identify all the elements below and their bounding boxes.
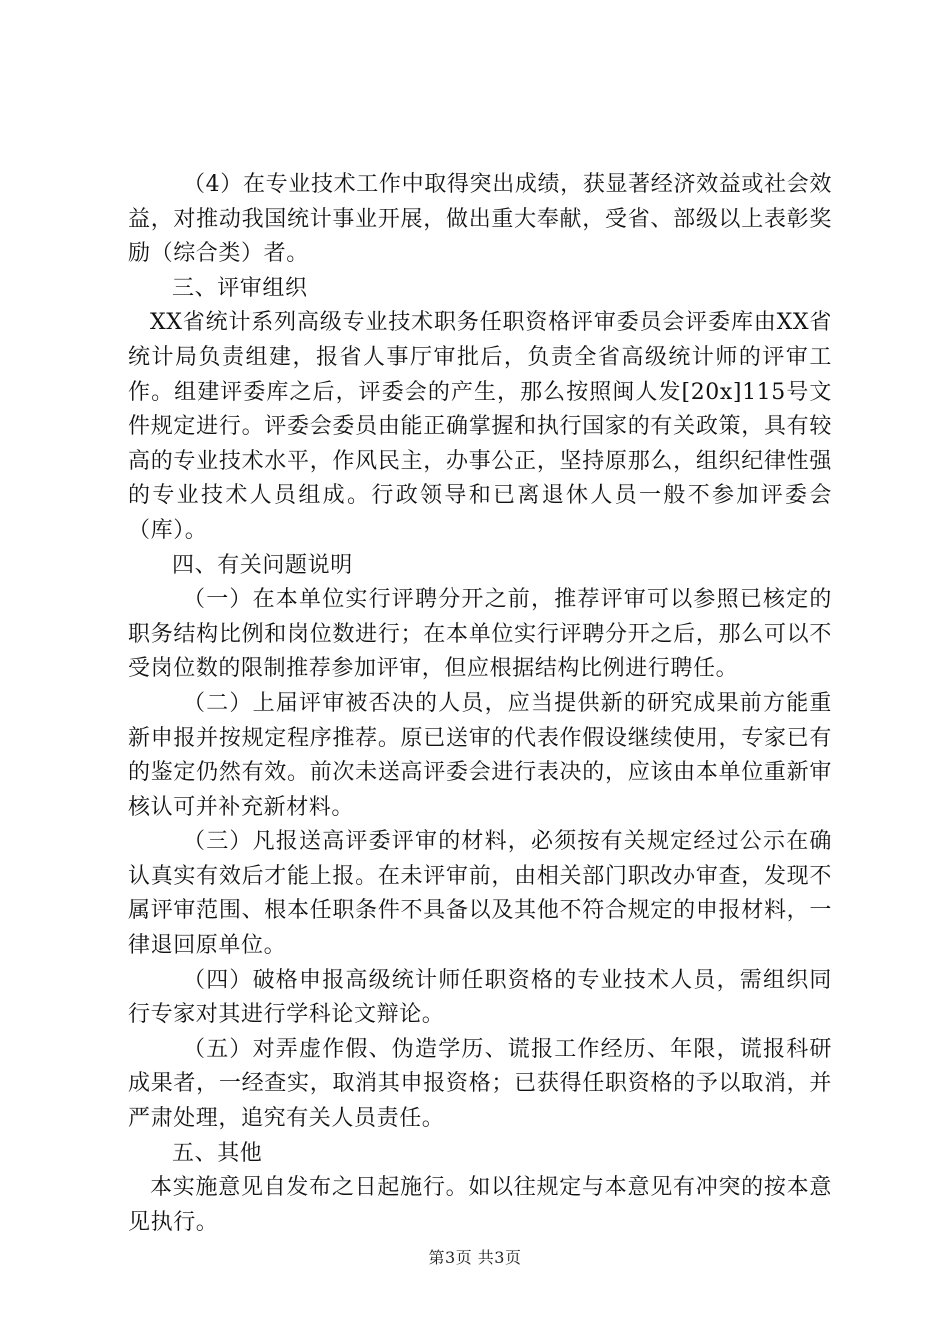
section-heading-other: 五、其他 [172,1140,263,1166]
section-heading-related-issues: 四、有关问题说明 [172,552,353,578]
paragraph-issue-1: （一）在本单位实行评聘分开之前，推荐评审可以参照已核定的职务结构比例和岗位数进行；在本单位实行评聘分开之后，那么可以不受岗位数的限制推荐参加评审，但应根据结构比例进行聘任。 [128,587,832,682]
paragraph-review-committee: XX省统计系列高级专业技术职务任职资格评审委员会评委库由XX省统计局负责组建，报省人事厅审批后，负责全省高级统计师的评审工作。组建评委库之后，评委会的产生，那么按照闽人发[20x]115号文件规定进行。评委会委员由能正确掌握和执行国家的有关政策，具有较高的专业技术水平，作风民主，办事公正，坚持原那么，组织纪律性强的专业技术人员组成。行政领导和已离退休人员一般不参加评委会（库）。 [128,310,832,543]
paragraph-issue-4: （四）破格申报高级统计师任职资格的专业技术人员，需组织同行专家对其进行学科论文辩论。 [128,967,832,1028]
paragraph-issue-2: （二）上届评审被否决的人员，应当提供新的研究成果前方能重新申报并按规定程序推荐。原已送审的代表作假设继续使用，专家已有的鉴定仍然有效。前次未送高评委会进行表决的，应该由本单位重新审核认可并补充新材料。 [128,690,832,820]
paragraph-item-4: （4）在专业技术工作中取得突出成绩，获显著经济效益或社会效益，对推动我国统计事业开展，做出重大奉献，受省、部级以上表彰奖励（综合类）者。 [128,172,832,267]
paragraph-effective-date: 本实施意见自发布之日起施行。如以往规定与本意见有冲突的按本意见执行。 [128,1175,832,1235]
section-heading-review-organization: 三、评审组织 [172,275,308,301]
paragraph-issue-5: （五）对弄虚作假、伪造学历、谎报工作经历、年限，谎报科研成果者，一经查实，取消其申报资格；已获得任职资格的予以取消，并严肃处理，追究有关人员责任。 [128,1036,832,1132]
paragraph-issue-3: （三）凡报送高评委评审的材料，必须按有关规定经过公示在确认真实有效后才能上报。在未评审前，由相关部门职改办审查，发现不属评审范围、根本任职条件不具备以及其他不符合规定的申报材料，一律退回原单位。 [128,829,832,959]
page-footer: 第3页 共3页 [428,1248,522,1267]
document-body [128,168,832,1240]
